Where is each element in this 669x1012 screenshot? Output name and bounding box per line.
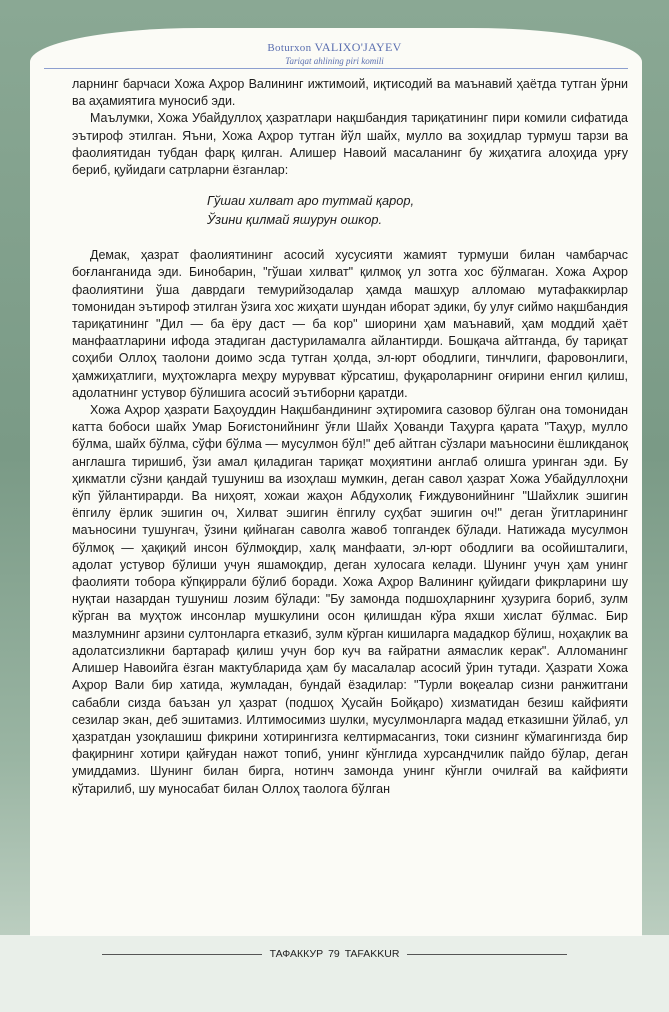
paragraph-3: Демак, ҳазрат фаолиятининг асосий хусусияти жамият турмуши билан чамбарчас боғланганида эди. Бинобарин, "гўшаи хилват" қилмоқ ул зотга хос бўлмаган. Хожа Аҳрор фаолиятини ўша даврдаги темурийзодалар ҳамда машҳур алломаю мутафаккирлар томонидан эътироф этилган ўзига хос жиҳати шундан иборат эдики, бу улуғ сиймо нақшбандия тариқатининг "Дил — ба ёру даст — ба кор" шиорини ҳам маънавий, ҳам моддий ҳаёт манфаатларини ифода этадиган дастуриламалга айлантирди. Бошқача айтганда, бу тариқат соҳиби Оллоҳ таолони доимо эсда тутган ҳолда, эл-юрт ободлиги, тинчлиги, фаровонлиги, ҳамжиҳатлиги, муҳтожларга меҳру мурувват кўрсатиш, фуқароларнинг оғирини енгил қилиш, адолатнинг устувор бўлишига асосий эътиборни қаратди. xyxy=(72,248,628,400)
poem-quote xyxy=(207,191,628,229)
paragraph-1: ларнинг барчаси Хожа Аҳрор Валининг ижтимоий, иқтисодий ва маънавий ҳаётда тутган ўрни ва аҳамиятига муносиб эди. xyxy=(72,77,628,109)
footer-title-cyrillic: ТАФАККУР xyxy=(269,948,324,960)
page-footer xyxy=(0,944,669,964)
author-name xyxy=(0,40,669,55)
poem-line-2: Ўзини қилмай яшурун ошкор. xyxy=(207,212,383,228)
running-subtitle: Tariqat ahlining piri komili xyxy=(285,56,384,66)
author-first: Boturxon xyxy=(267,42,312,54)
body-text xyxy=(72,76,628,798)
footer-rule-right xyxy=(407,954,567,955)
paragraph-4: Хожа Аҳрор ҳазрати Баҳоуддин Нақшбандининг эҳтиромига сазовор бўлган она томонидан катта бобоси шайх Умар Боғистонийнинг ўғли Шайх Ҳованди Таҳурга қарата "Таҳур, мулло бўлма, шайх бўлма, сўфи бўлма — мусулмон бўл!" деб айтган сўзлари маъносини ёшликданоқ англашга тиришиб, ўзи амал қиладиган тариқат моҳиятини англаб олишга уринган эди. Бу ҳикматли сўзни қандай тушуниш ва изоҳлаш мумкин, деган савол ҳазрат Хожа Убайдуллоҳни кўп ўйлантирарди. Ва ниҳоят, хожаи жаҳон Абдухолиқ Ғиждувонийнинг "Шайхлик эшигин ёпгилу ёрлик эшигин оч, Хилват эшигин ёпгилу суҳбат эшигин оч!" деган ўгитларининг маъносини тушунгач, ўзини қийнаган саволга жавоб топгандек бўлади. Натижада мусулмон бўлмоқ — ҳақиқий инсон бўлмоқдир, халқ манфаати, эл-юрт ободлиги ва осойишталиги, адолат устувор бўлиши учун яшамоқдир, деган хулосага келади. Шунинг учун ҳам унинг фаолияти тобора кўпқиррали бўлиб боради. Хожа Аҳрор Валининг қуйидаги фикрларини шу нуқтаи назардан тушуниш лозим бўлади: "Бу замонда подшоҳларнинг ҳузурига бориб, зулм кўрган ва муҳтож инсонлар мушкулини осон қилишдан кўра яхши хислат бўлмас. Бир мазлумнинг арзини султонларга етказиб, зулм кўрган кишиларга мададкор бўлиш, ноҳақлик ва адолатсизликни бартараф қилиш учун бор куч ва ғайратни аямаслик керак". Алломанинг Алишер Навоийга ёзган мактубларида ҳам бу масалалар асосий ўрин тутади. Ҳазрати Хожа Аҳрор Вали бир хатида, жумладан, бундай ёзадилар: "Турли воқеалар сизни ранжитгани сабабли сизда баъзан ул ҳазрат (подшоҳ Ҳусайн Бойқаро) хизматидан безиш кайфияти сезилар экан, деб эшитамиз. Илтимосимиз шулки, мусулмонларга мадад етказишни ўйлаб, ул ҳазратдан узоқлашиш фикрини хотирингизга келтирмасангиз, токи сизнинг кўмагингизда бир фақирнинг хотири қайғудан нажот топиб, унинг кўнглида хурсандчилик пайдо бўлар, деган умиддамиз. Шунинг билан бирга, нотинч замонда унинг кўнгли очилғай ва кайфияти кўтарилиб, шу муносабат билан Оллоҳ таолога бўлган xyxy=(72,403,628,796)
poem-line-1: Гўшаи хилват аро тутмай қарор, xyxy=(207,193,415,209)
footer-title-latin: TAFAKKUR xyxy=(344,948,400,960)
author-last: VALIXO'JAYEV xyxy=(314,40,402,54)
spacer xyxy=(72,239,628,247)
paragraph-2: Маълумки, Хожа Убайдуллоҳ ҳазратлари нақшбандия тариқатининг пири комили сифатида эътироф этилган. Яъни, Хожа Аҳрор тутган йўл шайх, мулло ва зоҳидлар турмуш тарзи ва фаолиятидан тубдан фарқ қилган. Алишер Навоий масаланинг бу жиҳатига алоҳида урғу бериб, қуйидаги сатрларни ёзганлар: xyxy=(72,111,628,178)
page-number: 79 xyxy=(328,948,340,960)
footer-rule-left xyxy=(102,954,262,955)
running-header xyxy=(0,40,669,66)
header-rule xyxy=(44,68,628,69)
